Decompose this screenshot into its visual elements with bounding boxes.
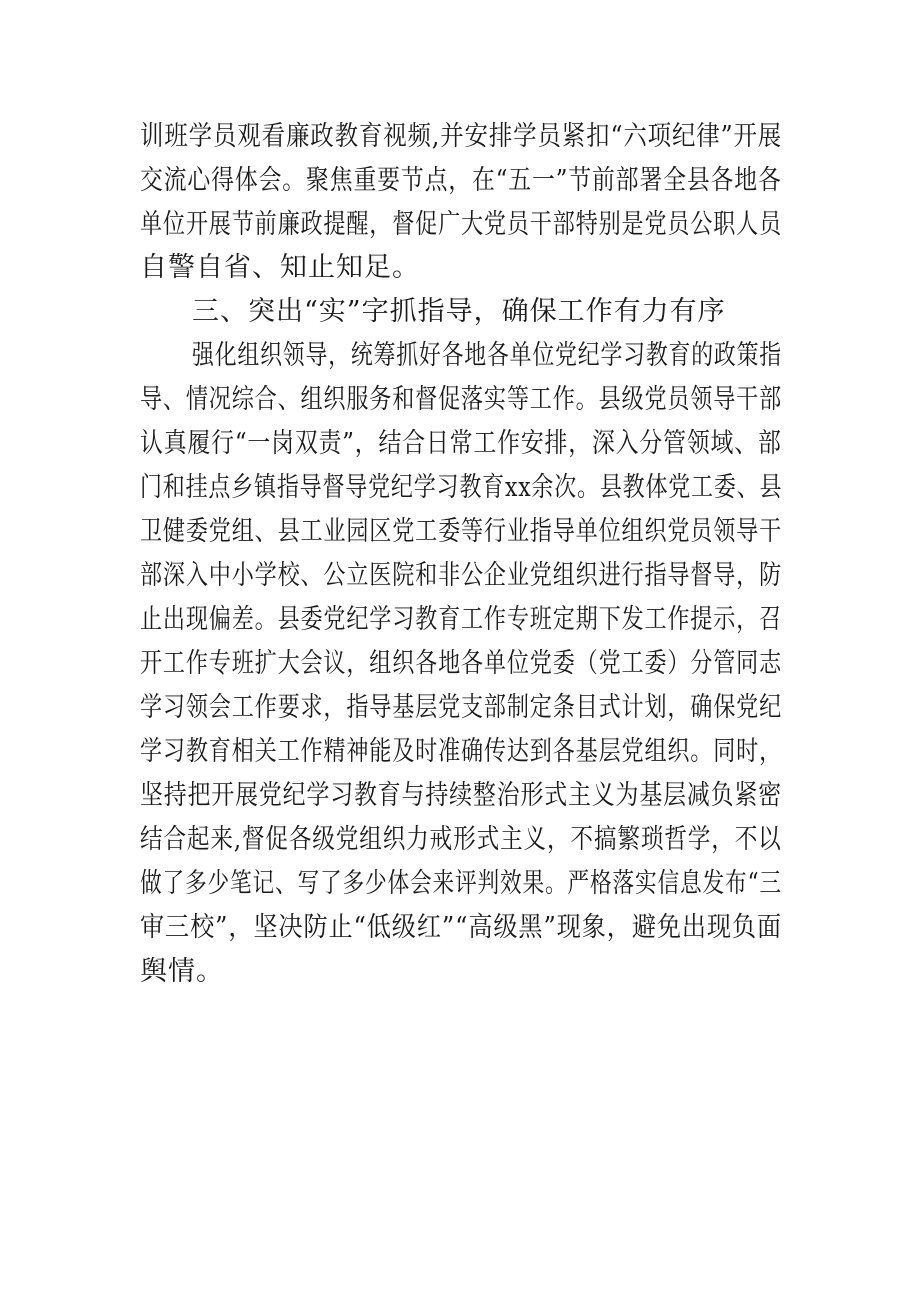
text-line: 舆情。 xyxy=(140,956,224,987)
text-line: 开工作专班扩大会议，组织各地各单位党委（党工委）分管同志 xyxy=(140,648,783,679)
text-line: 坚持把开展党纪学习教育与持续整治形式主义为基层减负紧密 xyxy=(140,780,782,811)
text-line: 强化组织领导，统筹抓好各地各单位党纪学习教育的政策指 xyxy=(192,340,782,371)
text-line: 自警自省、知止知足。 xyxy=(140,252,420,283)
section-heading: 三、突出“实”字抓指导，确保工作有力有序 xyxy=(192,296,726,327)
text-line: 认真履行“一岗双责”，结合日常工作安排，深入分管领域、部 xyxy=(140,428,782,459)
text-line: 审三校”，坚决防止“低级红”“高级黑”现象，避免出现负面 xyxy=(140,912,783,943)
text-line: 结合起来,督促各级党组织力戒形式主义，不搞繁琐哲学，不以 xyxy=(140,824,782,855)
text-line: 学习教育相关工作精神能及时准确传达到各基层党组织。同时， xyxy=(140,736,783,767)
text-line: 止出现偏差。县委党纪学习教育工作专班定期下发工作提示，召 xyxy=(140,604,783,635)
text-line: 卫健委党组、县工业园区党工委等行业指导单位组织党员领导干 xyxy=(140,516,783,547)
text-line: 训班学员观看廉政教育视频,并安排学员紧扣“六项纪律”开展 xyxy=(140,121,783,152)
text-line: 交流心得体会。聚焦重要节点，在“五一”节前部署全县各地各 xyxy=(140,165,782,196)
text-line: 部深入中小学校、公立医院和非公企业党组织进行指导督导，防 xyxy=(140,560,783,591)
text-line: 学习领会工作要求，指导基层党支部制定条目式计划，确保党纪 xyxy=(140,692,783,723)
text-line: 单位开展节前廉政提醒，督促广大党员干部特别是党员公职人员 xyxy=(140,209,783,240)
text-line: 门和挂点乡镇指导督导党纪学习教育xx余次。县教体党工委、县 xyxy=(140,472,783,503)
text-line: 导、情况综合、组织服务和督促落实等工作。县级党员领导干部 xyxy=(140,384,783,415)
text-line: 做了多少笔记、写了多少体会来评判效果。严格落实信息发布“三 xyxy=(140,868,782,899)
